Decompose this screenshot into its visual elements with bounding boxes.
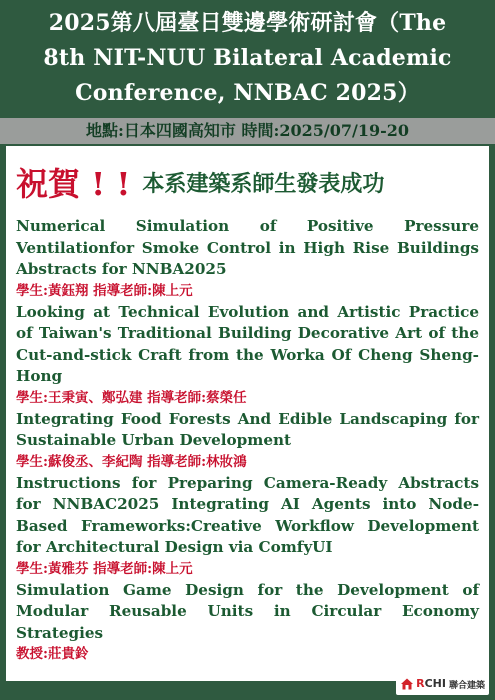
paper-author: 學生:黃鈺翔 指導老師:陳上元: [16, 282, 193, 299]
headline-text: 本系建築系師生發表成功: [142, 171, 385, 197]
house-logo-icon: [400, 677, 414, 691]
paper-title: Integrating Food Forests And Edible Landscaping for Sustainable Urban Development: [16, 409, 479, 449]
paper-title: Simulation Game Design for the Development of Modular Reusable Units in Circular Economy Strategies: [16, 580, 479, 642]
archi-logo: [396, 673, 489, 695]
poster-header: [0, 0, 495, 117]
paper-author: 教授:莊貴鈴: [16, 646, 89, 662]
logo-wordmark: RCHI: [416, 677, 446, 690]
conference-title-line-2: 8th NIT-NUU Bilateral Academic: [43, 45, 452, 71]
paper-entry-5: [16, 580, 479, 666]
congrats-text: 祝賀 ! !: [16, 165, 131, 203]
paper-entry-1: [16, 216, 479, 302]
conference-title-line-1: 2025第八屆臺日雙邊學術研討會（The: [48, 10, 447, 36]
content-panel: [6, 146, 489, 681]
headline: [16, 152, 479, 216]
paper-title: Numerical Simulation of Positive Pressure Ventilationfor Smoke Control in High Rise Buildings Abstracts for NNBA2025: [16, 217, 479, 278]
paper-entry-3: [16, 409, 479, 473]
paper-title: Looking at Technical Evolution and Artistic Practice of Taiwan's Traditional Building Decorative Art of the Cut-and-stick Craft from the Worka Of Cheng Sheng-Hong: [16, 302, 479, 385]
conference-title-line-3: Conference, NNBAC 2025）: [75, 80, 420, 106]
paper-entry-4: [16, 473, 479, 580]
paper-author: 學生:蘇俊丞、李紀陶 指導老師:林妝鴻: [16, 453, 247, 470]
paper-author: 學生:黃雅芬 指導老師:陳上元: [16, 560, 193, 577]
paper-author: 學生:王秉寅、鄭弘建 指導老師:蔡榮任: [16, 389, 247, 406]
paper-title: Instructions for Preparing Camera-Ready Abstracts for NNBAC2025 Integrating AI Agents into Node-Based Frameworks:Creative Workflow Development for Architectural Design via ComfyUI: [16, 473, 479, 556]
location-time-bar: 地點:日本四國高知市 時間:2025/07/19-20: [0, 118, 495, 144]
paper-entry-2: [16, 302, 479, 409]
logo-subtitle: 聯合建築: [448, 680, 485, 691]
